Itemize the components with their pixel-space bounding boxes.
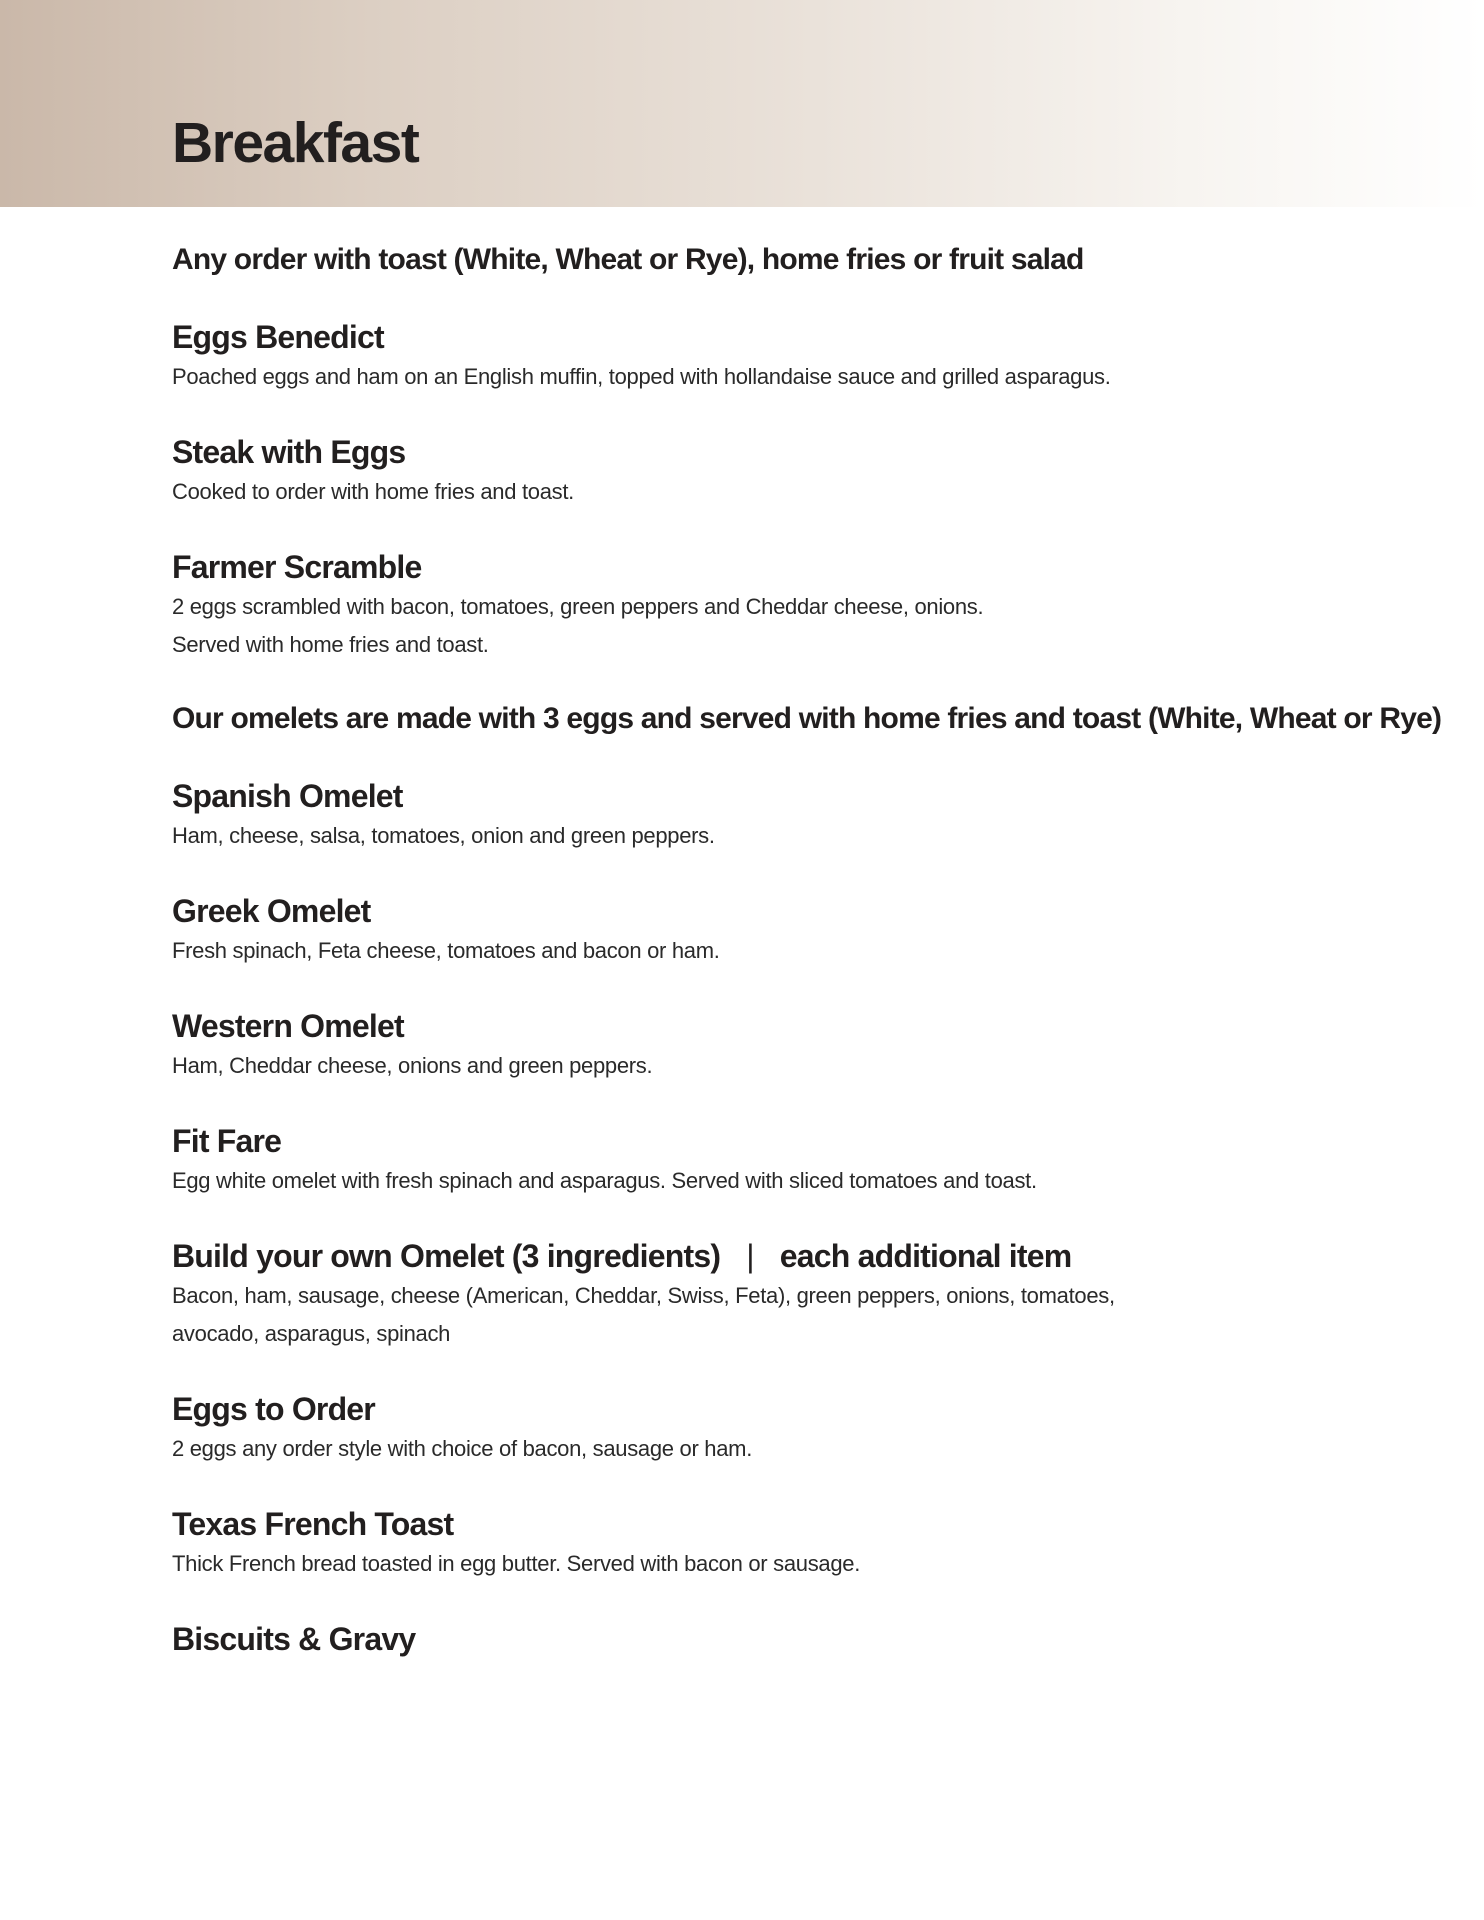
menu-item-greek-omelet [172, 890, 1442, 970]
section-heading-omelets: Our omelets are made with 3 eggs and served with home fries and toast (White, Wheat or Rye) [172, 702, 1442, 735]
item-description: 2 eggs any order style with choice of bacon, sausage or ham. [172, 1436, 753, 1461]
page-title: Breakfast [172, 111, 419, 175]
item-description: Thick French bread toasted in egg butter. Served with bacon or sausage. [172, 1551, 861, 1576]
menu-item-steak-with-eggs [172, 431, 1442, 511]
item-name-row [172, 1235, 1442, 1277]
item-name: Biscuits & Gravy [172, 1621, 416, 1657]
item-name: Steak with Eggs [172, 434, 406, 470]
item-name: Fit Fare [172, 1123, 282, 1159]
menu-item-biscuits-gravy [172, 1618, 1442, 1660]
item-description: Cooked to order with home fries and toast. [172, 479, 574, 504]
menu-item-spanish-omelet [172, 775, 1442, 855]
item-extra-label: each additional item [779, 1238, 1072, 1274]
item-description: Poached eggs and ham on an English muffin, topped with hollandaise sauce and grilled asparagus. [172, 364, 1111, 389]
separator: | [746, 1238, 754, 1274]
menu-item-eggs-benedict [172, 316, 1442, 396]
item-description-line-2: Served with home fries and toast. [172, 632, 489, 657]
item-name: Texas French Toast [172, 1506, 454, 1542]
menu-item-fit-fare [172, 1120, 1442, 1200]
section-heading-toast: Any order with toast (White, Wheat or Rye), home fries or fruit salad [172, 243, 1084, 276]
item-description: Ham, cheese, salsa, tomatoes, onion and green peppers. [172, 823, 715, 848]
item-name: Build your own Omelet (3 ingredients) [172, 1238, 721, 1274]
menu-item-texas-french-toast [172, 1503, 1442, 1583]
menu-item-farmer-scramble [172, 546, 1442, 664]
item-description: Ham, Cheddar cheese, onions and green peppers. [172, 1053, 653, 1078]
menu-item-build-your-own-omelet [172, 1235, 1442, 1353]
item-name: Western Omelet [172, 1008, 404, 1044]
item-description-line-1: 2 eggs scrambled with bacon, tomatoes, green peppers and Cheddar cheese, onions. [172, 594, 984, 619]
item-name: Farmer Scramble [172, 549, 422, 585]
item-name: Greek Omelet [172, 893, 371, 929]
item-name: Eggs Benedict [172, 319, 384, 355]
item-description: Fresh spinach, Feta cheese, tomatoes and bacon or ham. [172, 938, 720, 963]
header-band [0, 0, 1484, 207]
item-name: Eggs to Order [172, 1391, 375, 1427]
menu-item-western-omelet [172, 1005, 1442, 1085]
item-description-line-1: Bacon, ham, sausage, cheese (American, Cheddar, Swiss, Feta), green peppers, onions, tomatoes, [172, 1283, 1115, 1308]
menu-item-eggs-to-order [172, 1388, 1442, 1468]
menu-content [172, 240, 1442, 1695]
item-description: Egg white omelet with fresh spinach and asparagus. Served with sliced tomatoes and toast. [172, 1168, 1037, 1193]
item-description-line-2: avocado, asparagus, spinach [172, 1321, 451, 1346]
item-name: Spanish Omelet [172, 778, 403, 814]
